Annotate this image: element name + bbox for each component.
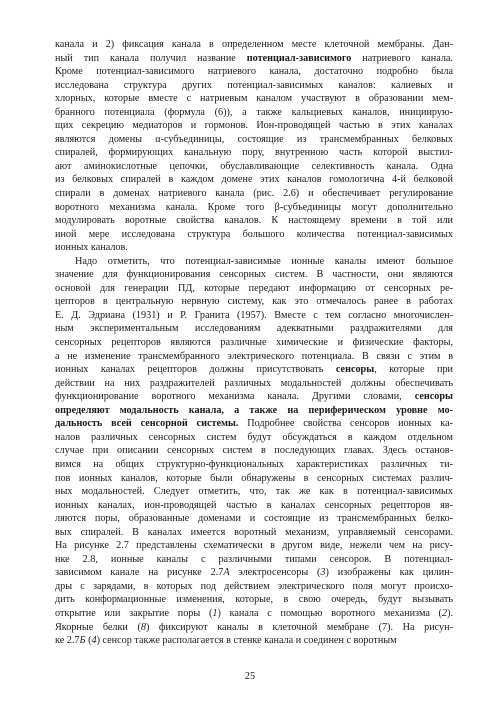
text-run: вых спиралей. В каналах имеется воротный механизм, управляемый сенсорами. — [55, 526, 453, 538]
text-line — [55, 160, 453, 174]
text-line — [55, 65, 453, 79]
text-line — [55, 634, 453, 648]
text-line — [55, 363, 453, 377]
text-run: значение для функционирования сенсорных систем. В частности, они являются — [55, 269, 453, 281]
text-line — [55, 38, 453, 52]
text-run: дить конформационные изменения, которые, в свою очередь, будут вызывать — [55, 594, 453, 606]
text-run: ) фиксируют каналы в клеточной мембране (7). На рисун- — [145, 621, 453, 633]
text-run: На рисунке 2.7 представлены схематически в другом виде, нежели чем на рису- — [55, 540, 453, 552]
text-line — [55, 255, 453, 269]
text-line — [55, 336, 453, 350]
bold-text: потенциал-зависимого — [246, 52, 352, 64]
italic-text: 8 — [140, 621, 146, 633]
text-run: Надо отметить, что потенциал-зависимые ионные каналы имеют большое — [75, 255, 453, 267]
text-run: зависимом канале на рисунке 2.7 — [55, 567, 224, 579]
text-run: ным экспериментальным исследованиям адекватными раздражителями для — [55, 323, 453, 335]
text-line — [55, 390, 453, 404]
text-run: , которые при — [374, 364, 453, 376]
text-run: ионных каналах рецепторов должны присутствовать — [55, 364, 336, 376]
text-run: сенсорных рецепторов являются различные химические и физические факторы, — [55, 337, 453, 349]
text-line — [55, 377, 453, 391]
text-run: вимся на общих структурно-функциональных характеристиках различных ти- — [55, 458, 453, 470]
text-line — [55, 404, 453, 418]
italic-text: 2 — [441, 607, 448, 619]
italic-text: 3 — [320, 567, 326, 579]
text-run: функционирование воротного механизма канала. Другими словами, — [55, 391, 415, 403]
text-run: натриевого канала. — [351, 52, 453, 64]
bold-text: сенсоры — [414, 391, 453, 403]
text-line — [55, 593, 453, 607]
text-run: Е. Д. Эдриана (1931) и Р. Гранита (1957). Вместе с тем согласно многочислен- — [55, 309, 453, 321]
text-run: основой для генерации ПД, которые передают информацию от сенсорных ре- — [55, 282, 453, 294]
text-run: ный тип канала получил название — [55, 52, 247, 64]
text-run: случае при описании сенсорных систем в последующих главах. Здесь останов- — [55, 445, 453, 457]
text-run: модулировать воротные свойства каналов. К настоящему времени в той или — [55, 215, 453, 227]
text-run: ке 2.7 — [55, 635, 80, 647]
bold-text: сенсоры — [335, 364, 375, 376]
text-line — [55, 350, 453, 364]
text-line — [55, 214, 453, 228]
text-line — [55, 499, 453, 513]
text-line — [55, 526, 453, 540]
text-run: действии на них раздражителей различных модальностей должны обеспечивать — [55, 377, 453, 389]
text-line — [55, 173, 453, 187]
text-run: пов ионных каналов, которые были обнаружены в сенсорных системах различ- — [55, 472, 453, 484]
text-line — [55, 431, 453, 445]
text-line — [55, 228, 453, 242]
text-run: ) изображены как цилин- — [325, 567, 453, 579]
text-line — [55, 79, 453, 93]
text-run: дры с зарядами, в которых под действием электрического поля могут происхо- — [55, 580, 453, 592]
text-run: ). — [447, 607, 453, 619]
text-run: Якорные белки ( — [55, 621, 141, 633]
text-line — [55, 295, 453, 309]
text-line — [55, 512, 453, 526]
text-run: а не изменение трансмембранного электрического потенциала. В связи с этим в — [55, 350, 453, 362]
text-run: бранного потенциала (формула (6)), а также кальциевых каналов, инициирую- — [55, 106, 453, 118]
text-run: ионных каналах, ион-проводящей частью в каналах сенсорных рецепторов яв- — [55, 499, 453, 511]
page-number: 25 — [244, 671, 256, 682]
text-run: ) канала с помощью воротного механизма ( — [217, 607, 442, 619]
text-run: являются домены α-субъединицы, состоящие из трансмембранных белковых — [55, 133, 453, 145]
text-run: Кроме потенциал-зависимого натриевого канала, достаточно подробно была — [55, 66, 453, 78]
text-line — [55, 458, 453, 472]
paragraph — [55, 255, 453, 648]
text-run: открытие или закрытие поры ( — [55, 607, 213, 619]
text-line — [55, 417, 453, 431]
text-line — [55, 309, 453, 323]
text-line — [55, 282, 453, 296]
text-run: ляются поры, образованные доменами и состоящие из трансмембранных белко- — [55, 513, 453, 525]
text-run: ионных каналов. — [55, 242, 128, 254]
text-run: электросенсоры ( — [229, 567, 321, 579]
bold-text: определяют модальность канала, а также на периферическом уровне мо- — [55, 404, 453, 416]
text-run: канала и 2) фиксация канала в определенном месте клеточной мембраны. Дан- — [55, 39, 453, 50]
text-line — [55, 241, 453, 255]
text-run: из белковых спиралей в каждом домене этих каналов гомологична 4-й белковой — [55, 174, 453, 186]
text-line — [55, 580, 453, 594]
text-run: нке 2.8, ионные каналы с различными типами сенсоров. В потенциал- — [55, 553, 453, 565]
text-line — [55, 607, 453, 621]
text-line — [55, 444, 453, 458]
italic-text: 4 — [91, 635, 97, 647]
document-page — [55, 38, 453, 648]
text-line — [55, 201, 453, 215]
paragraph — [55, 38, 453, 255]
text-body — [55, 38, 453, 648]
text-run: ных модальностей. Следует отметить, что, так же как в потенциал-зависимых — [55, 486, 453, 498]
text-run: налов различных сенсорных систем будут обсуждаться в каждом отдельном — [55, 431, 453, 443]
text-run: ают аминокислотные цепочки, обуславливающие селективность канала. Одна — [55, 160, 453, 172]
text-run: щих секрецию медиаторов и гормонов. Ион-проводящей частью в этих каналах — [55, 120, 453, 132]
text-line — [55, 553, 453, 567]
text-line — [55, 566, 453, 580]
text-line — [55, 472, 453, 486]
text-line — [55, 539, 453, 553]
text-run: ( — [85, 635, 92, 647]
text-line — [55, 268, 453, 282]
text-run: спиралей, формирующих канальную пору, внутренною часть которой выстил- — [55, 147, 453, 159]
italic-text: 1 — [212, 607, 218, 619]
text-line — [55, 485, 453, 499]
text-line — [55, 621, 453, 635]
text-line — [55, 322, 453, 336]
text-run: Подробнее свойства сенсоров ионных ка- — [238, 418, 453, 430]
text-line — [55, 92, 453, 106]
text-line — [55, 119, 453, 133]
text-line — [55, 52, 453, 66]
text-run: исследована структура других потенциал-зависимых каналов: калиевых и — [55, 79, 453, 91]
text-line — [55, 106, 453, 120]
text-run: цепторов в центральную нервную систему, как это отмечалось ранее в работах — [55, 296, 453, 308]
text-line — [55, 187, 453, 201]
italic-text: Б — [79, 635, 86, 647]
italic-text: А — [223, 567, 230, 579]
text-line — [55, 146, 453, 160]
text-run: ) сенсор также располагается в стенке канала и соединен с воротным — [96, 635, 397, 647]
text-run: иной мере исследована структура большого количества потенциал-зависимых — [55, 228, 453, 240]
text-run: воротного механизма канала. Кроме того β-субъединицы могут дополнительно — [55, 201, 453, 213]
text-run: спирали в доменах натриевого канала (рис. 2.6) и обеспечивает регулирование — [55, 188, 453, 200]
bold-text: дальность всей сенсорной системы. — [55, 418, 239, 430]
text-run: хлорных, которые вместе с натриевым каналом участвуют в образовании мем- — [55, 93, 453, 105]
text-line — [55, 133, 453, 147]
